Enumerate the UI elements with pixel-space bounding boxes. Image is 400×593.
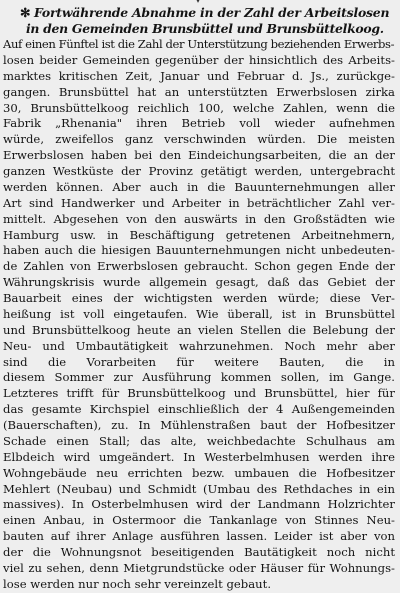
article-line: Währungskrisis wurde allgemein gesagt, daß das Gebiet der <box>3 275 395 290</box>
article-line: mittelt. Abgesehen von den auswärts in den Großstädten wie <box>3 211 395 226</box>
article-line: einen Anbau, in Ostermoor die Tankanlage von Stinnes Neu- <box>3 513 395 528</box>
headline-line-2: in den Gemeinden Brunsbüttel und Brunsbüttelkoog. <box>26 21 384 36</box>
article-line: und Brunsbüttelkoog heute an vielen Stellen die Belebung der <box>3 322 395 337</box>
article-line: sind die Vorarbeiten für weitere Bauten, die in <box>3 354 395 369</box>
article-line: Hamburg usw. in Beschäftigung getretenen Arbeitnehmern, <box>3 227 395 242</box>
article-line: Mehlert (Neubau) und Schmidt (Umbau des Rethdaches in ein <box>3 481 395 496</box>
article-line: haben auch die hiesigen Bauunternehmungen nicht unbedeuten- <box>3 243 395 258</box>
article-body <box>3 37 395 593</box>
article-line: ganzen Westküste der Provinz getätigt werden, untergebracht <box>3 164 395 178</box>
article-line: gangen. Brunsbüttel hat an unterstützten Erwerbslosen zirka <box>3 84 395 99</box>
article-line: Elbdeich wird umgeändert. In Westerbelmhusen werden ihre <box>3 449 395 464</box>
headline-line-1: Fortwährende Abnahme in der Zahl der Arbeitslosen <box>34 5 390 20</box>
article-line: Schade einen Stall; das alte, weichbedachte Schulhaus am <box>3 433 395 448</box>
article-line: der die Wohnungsnot beseitigenden Bautätigkeit noch nicht <box>3 545 395 559</box>
article-line: Wohngebäude neu errichten bezw. umbauen die Hofbesitzer <box>3 465 395 480</box>
article-line: 30, Brunsbüttelkoog reichlich 100, welche Zahlen, wenn die <box>3 100 395 115</box>
headline-line <box>20 5 392 21</box>
article-line: Art sind Handwerker und Arbeiter in beträchtlicher Zahl ver- <box>3 195 395 210</box>
asterism-icon: ✻ <box>20 5 31 20</box>
page-top-mark: ▾ <box>196 0 200 5</box>
article-line: Erwerbslosen haben bei den Eindeichungsarbeiten, die an der <box>3 148 395 163</box>
article-line: das gesamte Kirchspiel einschließlich der 4 Außengemeinden <box>3 402 395 417</box>
article-line: losen beider Gemeinden gegenüber der hinsichtlich des Arbeits- <box>3 52 395 67</box>
article-line: viel zu sehen, denn Mietgrundstücke oder Häuser für Wohnungs- <box>3 560 395 575</box>
article-line: würde, zweifellos ganz verschwinden würden. Die meisten <box>3 132 395 147</box>
article-line: Neu- und Umbautätigkeit wahrzunehmen. Noch mehr aber <box>3 338 395 353</box>
article-line: Letzteres trifft für Brunsbüttelkoog und Brunsbüttel, hier für <box>3 386 395 401</box>
article-line: bauten auf ihrer Anlage ausführen lassen. Leider ist aber von <box>3 529 395 544</box>
article-line: diesem Sommer zur Ausführung kommen sollen, im Gange. <box>3 370 395 385</box>
article-line: massives). In Osterbelmhusen wird der Landmann Holzrichter <box>3 497 395 512</box>
article-line: marktes kritischen Zeit, Januar und Februar d. Js., zurückge- <box>3 68 395 83</box>
article-line: (Bauerschaften), zu. In Mühlenstraßen baut der Hofbesitzer <box>3 418 395 432</box>
headline-line <box>20 21 392 37</box>
article-line: Fabrik „Rhenania" ihren Betrieb voll wieder aufnehmen <box>3 116 395 131</box>
article-line: de Zahlen von Erwerbslosen gebraucht. Schon gegen Ende der <box>3 259 395 274</box>
article-headline <box>20 5 392 37</box>
article-line: heißung ist voll eingetaufen. Wie überall, ist in Brunsbüttel <box>3 306 395 321</box>
article-line: Auf einen Fünftel ist die Zahl der Unterstützung beziehenden Erwerbs- <box>3 37 395 51</box>
article-line: Bauarbeit eines der wichtigsten werden würde; diese Ver- <box>3 291 395 305</box>
article-line: werden können. Aber auch in die Bauunternehmungen aller <box>3 179 395 194</box>
article-line: lose werden nur noch sehr vereinzelt gebaut. <box>3 576 272 591</box>
